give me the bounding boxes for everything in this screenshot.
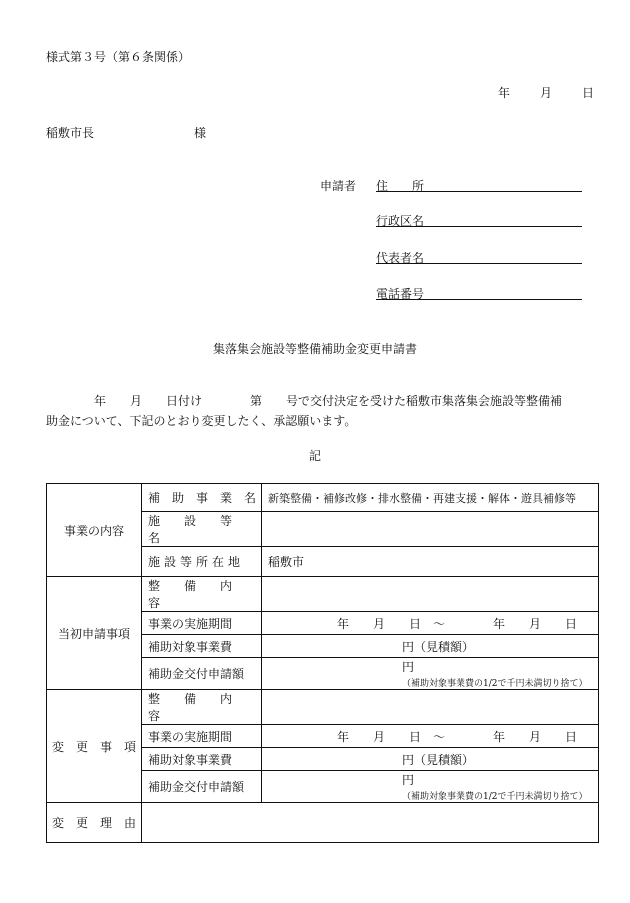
row-label <box>142 547 262 577</box>
date-line: 年 月 日 <box>498 86 597 100</box>
subsidy-amount-label: 補助金交付申請額 <box>148 667 245 681</box>
address-label: 住 所 <box>376 179 425 193</box>
address-field[interactable] <box>376 177 582 192</box>
subsidy-amount-unit: 円 <box>402 773 415 787</box>
project-name-value[interactable] <box>262 484 599 512</box>
category-label: 当初申請事項 <box>57 626 130 641</box>
work-content-label: 整 備 内 容 <box>148 692 257 723</box>
subsidy-amount-value[interactable] <box>262 658 599 690</box>
representative-field[interactable] <box>376 249 582 264</box>
row-label <box>142 612 262 635</box>
period-value[interactable] <box>262 612 599 635</box>
subsidy-amount-note: （補助対象事業費の1/2で千円未満切り捨て） <box>402 792 588 802</box>
category-label: 事業の内容 <box>63 523 124 538</box>
body-line-1: 年 月 日付け 第 号で交付決定を受けた稲敷市集落集会施設等整備補 <box>94 394 563 408</box>
application-table <box>46 483 599 843</box>
representative-label: 代表者名 <box>376 251 425 265</box>
phone-field[interactable] <box>376 285 582 300</box>
change-reason-value[interactable] <box>142 803 599 843</box>
project-cost-value[interactable] <box>262 635 599 658</box>
table-row <box>47 690 599 725</box>
applicant-label: 申請者 <box>320 179 357 193</box>
row-label <box>142 725 262 748</box>
row-label <box>142 635 262 658</box>
district-field[interactable] <box>376 212 582 227</box>
facility-location-value[interactable] <box>262 547 599 577</box>
project-name-text: 新築整備・補修改修・排水整備・再建支援・解体・遊具補修等 <box>268 491 576 505</box>
category-label: 変 更 理 由 <box>51 816 136 830</box>
period-label: 事業の実施期間 <box>148 616 233 631</box>
addressee: 稲敷市長 <box>46 126 95 140</box>
work-content-value[interactable] <box>262 577 599 612</box>
table-row <box>47 577 599 612</box>
changed-project-cost-value[interactable] <box>262 748 599 771</box>
form-number: 様式第３号（第６条関係） <box>46 50 191 64</box>
facility-location-label: 施設等所在地 <box>148 555 245 569</box>
honorific: 様 <box>194 126 207 140</box>
row-label <box>142 577 262 612</box>
changed-work-content-value[interactable] <box>262 690 599 725</box>
category-initial-application <box>47 577 142 690</box>
project-cost-text: 円（見積額） <box>402 639 475 654</box>
facility-location-text: 稲敷市 <box>268 555 305 569</box>
period-label: 事業の実施期間 <box>148 729 233 744</box>
district-label: 行政区名 <box>376 214 425 228</box>
row-label <box>142 658 262 690</box>
row-label <box>142 690 262 725</box>
category-label: 変 更 事 項 <box>51 739 136 754</box>
changed-period-value[interactable] <box>262 725 599 748</box>
subsidy-amount-note: （補助対象事業費の1/2で千円未満切り捨て） <box>402 679 588 689</box>
row-label <box>142 512 262 547</box>
facility-name-label: 施 設 等 名 <box>148 514 257 545</box>
row-label <box>142 771 262 803</box>
work-content-label: 整 備 内 容 <box>148 579 257 610</box>
category-changes <box>47 690 142 803</box>
period-text: 年 月 日 ～ 年 月 日 <box>337 729 578 744</box>
project-cost-label: 補助対象事業費 <box>148 639 233 654</box>
subsidy-amount-label: 補助金交付申請額 <box>148 780 245 794</box>
row-label <box>142 748 262 771</box>
category-change-reason <box>47 803 142 843</box>
project-cost-label: 補助対象事業費 <box>148 752 233 767</box>
phone-label: 電話番号 <box>376 287 425 301</box>
document-title: 集落集会施設等整備補助金変更申請書 <box>212 342 417 356</box>
changed-subsidy-amount-value[interactable] <box>262 771 599 803</box>
table-row <box>47 803 599 843</box>
table-row <box>47 484 599 512</box>
ki-mark: 記 <box>308 449 321 463</box>
row-label <box>142 484 262 512</box>
body-line-2: 助金について、下記のとおり変更したく、承認願います。 <box>46 414 357 428</box>
facility-name-value[interactable] <box>262 512 599 547</box>
subsidy-amount-unit: 円 <box>402 660 415 674</box>
category-project-content <box>47 484 142 577</box>
project-name-label: 補 助 事 業 名 <box>148 491 257 505</box>
period-text: 年 月 日 ～ 年 月 日 <box>337 616 578 631</box>
project-cost-text: 円（見積額） <box>402 752 475 767</box>
